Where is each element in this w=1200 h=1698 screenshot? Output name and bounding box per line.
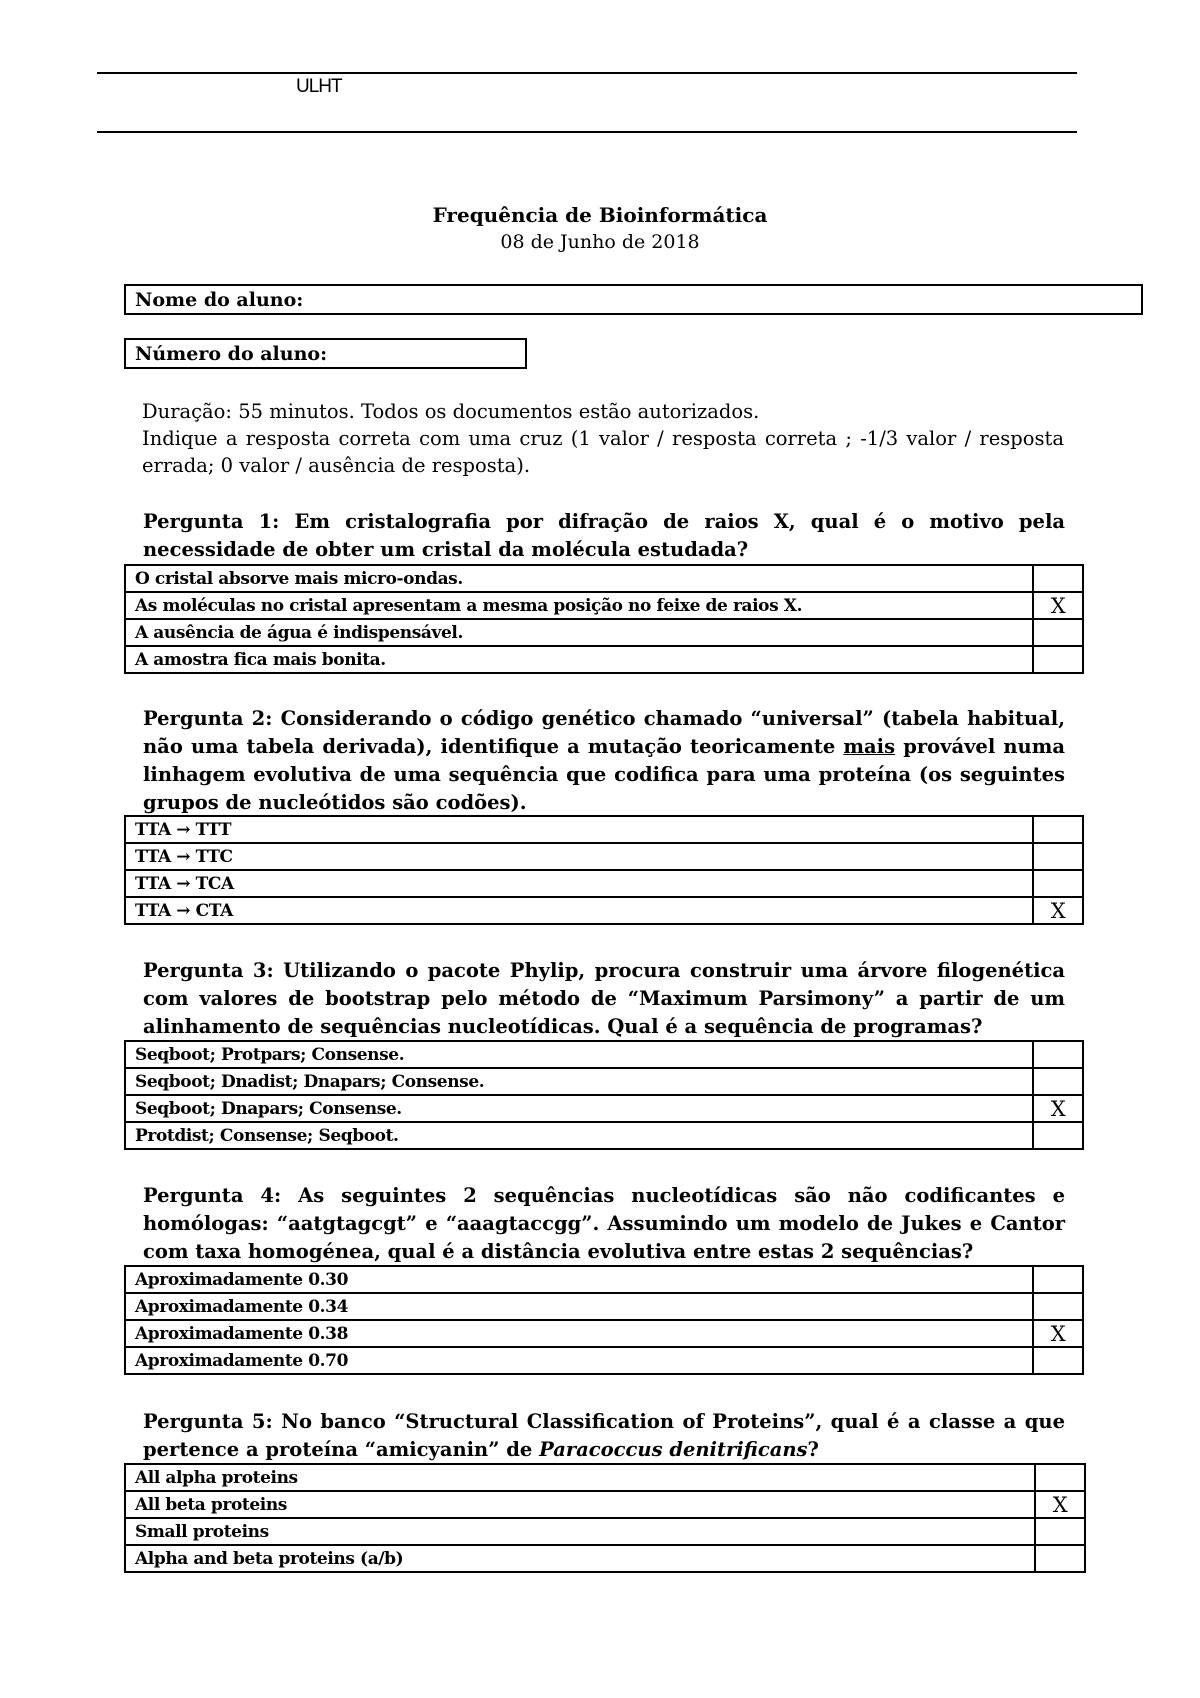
option-row — [125, 1320, 1083, 1347]
question-5-text — [143, 1408, 1065, 1464]
option-label: As moléculas no cristal apresentam a mesma posição no feixe de raios X. — [125, 592, 1033, 619]
option-row — [125, 870, 1083, 897]
answer-checkbox[interactable] — [1033, 565, 1083, 592]
option-label: A amostra fica mais bonita. — [125, 646, 1033, 673]
question-4-options — [124, 1265, 1084, 1375]
option-row — [125, 1293, 1083, 1320]
option-label: TTA → CTA — [125, 897, 1033, 924]
instructions-line-1: Duração: 55 minutos. Todos os documentos estão autorizados. — [142, 400, 760, 423]
exam-date: 08 de Junho de 2018 — [500, 231, 700, 253]
option-row — [125, 565, 1083, 592]
question-2-text — [143, 705, 1065, 817]
answer-checkbox[interactable]: X — [1033, 1320, 1083, 1347]
option-label: All alpha proteins — [125, 1464, 1035, 1491]
instructions-line-2: Indique a resposta correta com uma cruz (1 valor / resposta correta ; -1/3 valor / resposta errada; 0 valor / ausência de resposta). — [142, 427, 1064, 477]
option-row — [125, 843, 1083, 870]
answer-checkbox[interactable] — [1033, 1347, 1083, 1374]
answer-checkbox[interactable] — [1035, 1464, 1085, 1491]
option-label: All beta proteins — [125, 1491, 1035, 1518]
answer-checkbox[interactable] — [1033, 1293, 1083, 1320]
answer-checkbox[interactable] — [1033, 1068, 1083, 1095]
student-name-field[interactable] — [124, 284, 1143, 315]
option-label: Protdist; Consense; Seqboot. — [125, 1122, 1033, 1149]
answer-checkbox[interactable] — [1033, 816, 1083, 843]
header-top-rule — [97, 72, 1077, 74]
option-row — [125, 1491, 1085, 1518]
option-label: Small proteins — [125, 1518, 1035, 1545]
option-label: O cristal absorve mais micro-ondas. — [125, 565, 1033, 592]
question-2-text-part: provável numa linhagem evolutiva de uma sequência que codifica para uma proteína (os seguintes grupos de nucleótidos são codões). — [143, 735, 1065, 814]
question-5-options — [124, 1463, 1086, 1573]
answer-checkbox[interactable] — [1035, 1545, 1085, 1572]
option-label: TTA → TTC — [125, 843, 1033, 870]
option-row — [125, 1041, 1083, 1068]
student-number-label: Número do aluno: — [135, 343, 328, 365]
question-5-text-part: Pergunta 5: No banco “Structural Classification of Proteins”, qual é a classe a que pertence a proteína “amicyanin” de — [143, 1410, 1065, 1461]
option-label: Seqboot; Dnapars; Consense. — [125, 1095, 1033, 1122]
answer-checkbox[interactable]: X — [1035, 1491, 1085, 1518]
question-3-options — [124, 1040, 1084, 1150]
question-1-options — [124, 564, 1084, 674]
option-label: A ausência de água é indispensável. — [125, 619, 1033, 646]
answer-checkbox[interactable]: X — [1033, 897, 1083, 924]
answer-checkbox[interactable]: X — [1033, 592, 1083, 619]
option-row — [125, 619, 1083, 646]
answer-checkbox[interactable]: X — [1033, 1095, 1083, 1122]
option-row — [125, 1122, 1083, 1149]
option-label: Aproximadamente 0.38 — [125, 1320, 1033, 1347]
instructions — [142, 398, 1064, 479]
answer-checkbox[interactable] — [1033, 870, 1083, 897]
option-row — [125, 816, 1083, 843]
option-row — [125, 897, 1083, 924]
option-row — [125, 1464, 1085, 1491]
option-row — [125, 1068, 1083, 1095]
school-name: ULHT — [296, 76, 342, 97]
answer-checkbox[interactable] — [1033, 843, 1083, 870]
option-label: TTA → TTT — [125, 816, 1033, 843]
answer-checkbox[interactable] — [1033, 1041, 1083, 1068]
student-number-field[interactable] — [124, 338, 527, 369]
header-bottom-rule — [97, 131, 1077, 133]
option-label: Aproximadamente 0.70 — [125, 1347, 1033, 1374]
answer-checkbox[interactable] — [1033, 646, 1083, 673]
question-2-options — [124, 815, 1084, 925]
option-label: Alpha and beta proteins (a/b) — [125, 1545, 1035, 1572]
answer-checkbox[interactable] — [1033, 619, 1083, 646]
exam-title: Frequência de Bioinformática — [432, 203, 768, 227]
option-row — [125, 592, 1083, 619]
option-label: Aproximadamente 0.30 — [125, 1266, 1033, 1293]
question-1-text: Pergunta 1: Em cristalografia por difração de raios X, qual é o motivo pela necessidade de obter um cristal da molécula estudada? — [143, 510, 1065, 561]
option-row — [125, 1266, 1083, 1293]
question-2-text-part: Pergunta 2: Considerando o código genético chamado “universal” (tabela habitual, não uma tabela derivada), identifique a mutação teoricamente — [143, 707, 1065, 758]
answer-checkbox[interactable] — [1033, 1266, 1083, 1293]
option-row — [125, 1347, 1083, 1374]
question-5-species: Paracoccus denitrificans — [539, 1438, 808, 1461]
question-2-emphasis: mais — [843, 735, 896, 758]
option-row — [125, 1518, 1085, 1545]
option-label: Aproximadamente 0.34 — [125, 1293, 1033, 1320]
option-label: Seqboot; Dnadist; Dnapars; Consense. — [125, 1068, 1033, 1095]
option-row — [125, 1095, 1083, 1122]
option-row — [125, 1545, 1085, 1572]
option-label: TTA → TCA — [125, 870, 1033, 897]
option-label: Seqboot; Protpars; Consense. — [125, 1041, 1033, 1068]
question-5-text-part: ? — [807, 1438, 819, 1461]
question-4-text: Pergunta 4: As seguintes 2 sequências nucleotídicas são não codificantes e homólogas: “aatgtagcgt” e “aaagtaccgg”. Assumindo um modelo de Jukes e Cantor com taxa homogénea, qual é a distância evolutiva entre estas 2 sequências? — [143, 1184, 1065, 1263]
answer-checkbox[interactable] — [1033, 1122, 1083, 1149]
answer-checkbox[interactable] — [1035, 1518, 1085, 1545]
option-row — [125, 646, 1083, 673]
student-name-label: Nome do aluno: — [135, 289, 304, 311]
question-3-text: Pergunta 3: Utilizando o pacote Phylip, procura construir uma árvore filogenética com valores de bootstrap pelo método de “Maximum Parsimony” a partir de um alinhamento de sequências nucleotídicas. Qual é a sequência de programas? — [143, 959, 1065, 1038]
